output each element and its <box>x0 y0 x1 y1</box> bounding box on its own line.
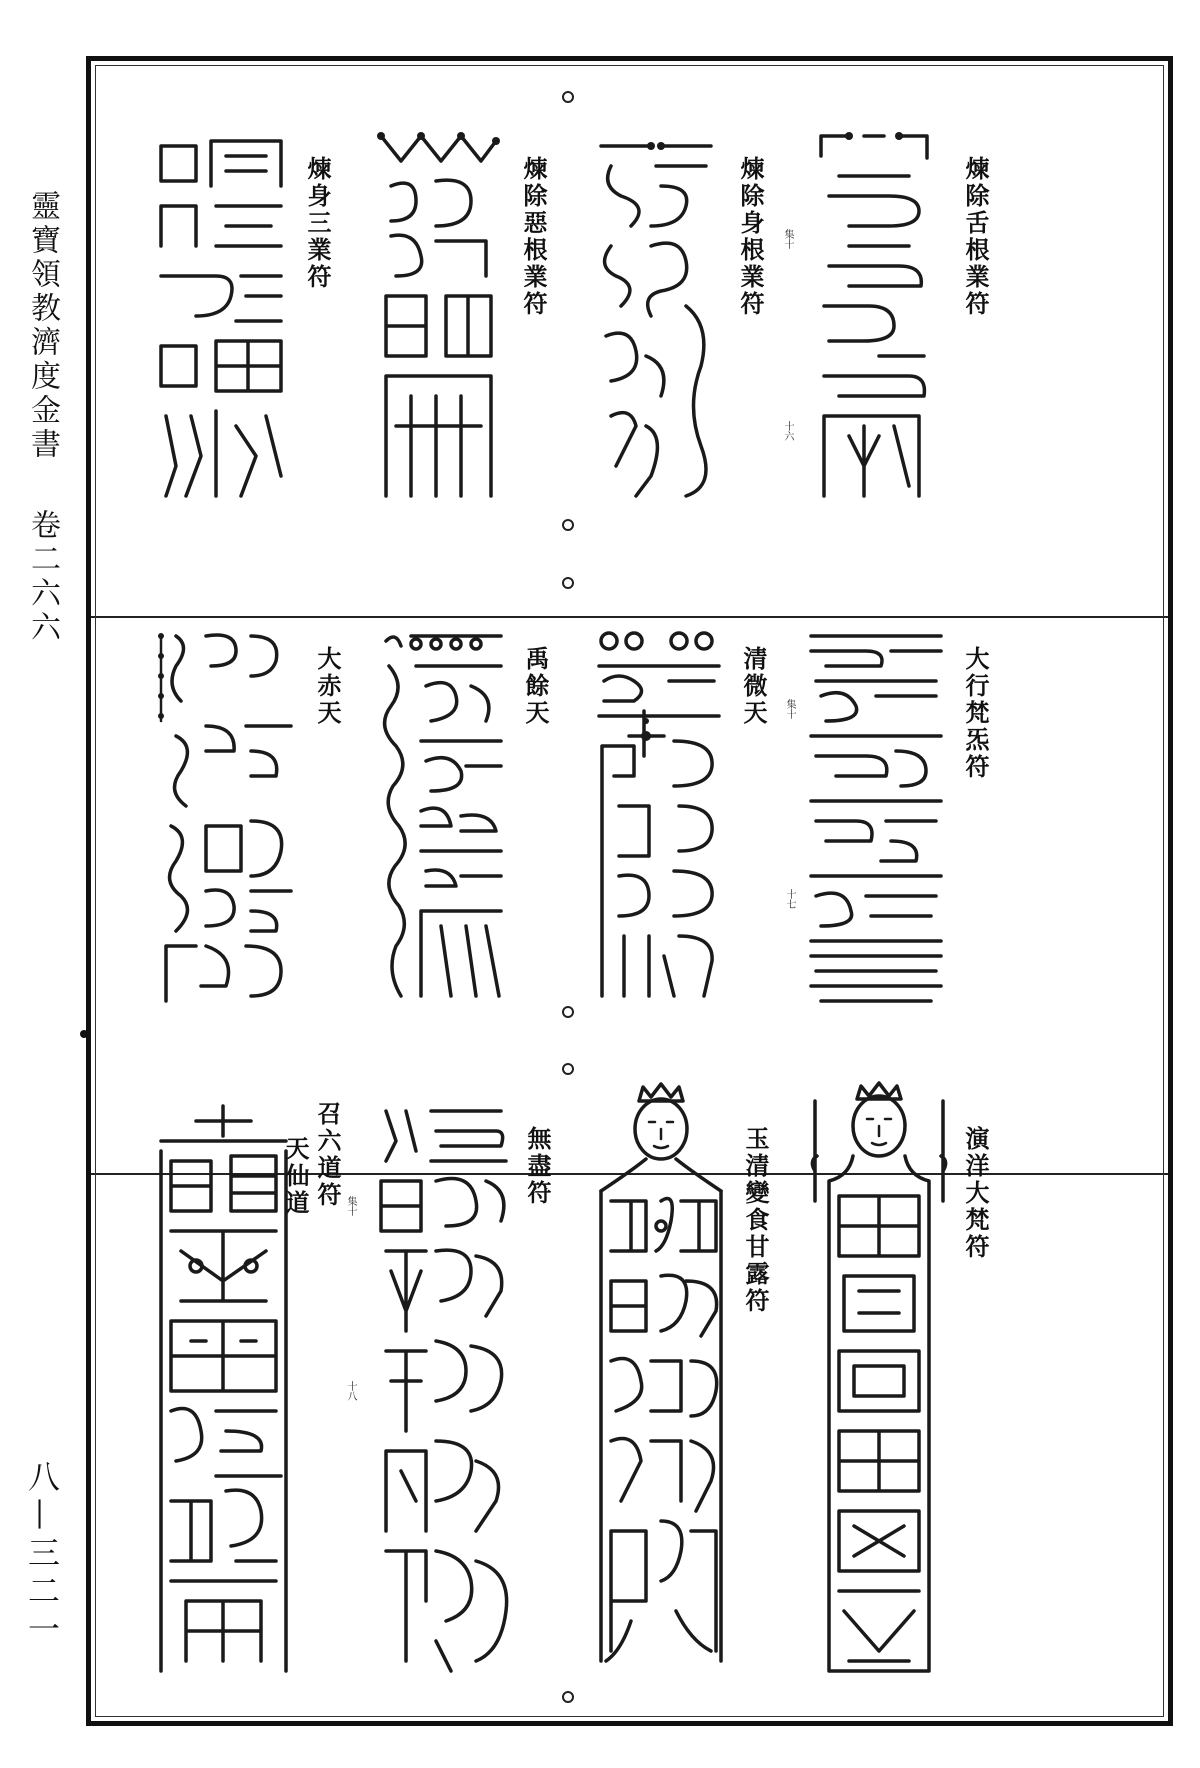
talisman-label: 煉除舌根業符 <box>961 156 990 318</box>
crowned-deity-talisman <box>591 1081 731 1681</box>
page-frame <box>86 56 1173 1726</box>
center-ring-icon <box>562 519 574 531</box>
talisman-label: 玉清變食甘露符 <box>741 1126 770 1315</box>
center-ring-icon <box>562 1691 574 1703</box>
book-volume: 卷二六六 <box>25 509 60 646</box>
talisman-label: 無盡符 <box>523 1126 552 1207</box>
talisman-seal-icon <box>381 626 511 1006</box>
collation-note: 集十 <box>345 1196 356 1216</box>
talisman-seal-icon <box>376 1101 516 1681</box>
talisman-seal-icon <box>156 626 296 1006</box>
collation-note: 十八 <box>345 1381 356 1401</box>
center-ring-icon <box>562 91 574 103</box>
center-ring-icon <box>562 1063 574 1075</box>
talisman-seal-icon <box>594 626 724 1006</box>
page-number: 八—三二一 <box>23 1460 61 1650</box>
talisman-label: 清微天 <box>739 646 768 727</box>
crowned-deity-talisman <box>809 1081 949 1691</box>
collation-note: 集十 <box>784 699 795 719</box>
talisman-label: 天仙道 <box>281 1136 310 1217</box>
talisman-label: 煉除惡根業符 <box>519 156 548 318</box>
talisman-label: 煉身三業符 <box>303 156 332 291</box>
collation-note: 集十 <box>782 229 793 249</box>
collation-note: 十六 <box>782 421 793 441</box>
talisman-seal-icon <box>591 126 721 506</box>
talisman-seal-icon <box>806 626 946 1006</box>
band-divider <box>91 616 1168 618</box>
center-ring-icon <box>562 1006 574 1018</box>
talisman-seal-icon <box>376 126 506 506</box>
book-title-text: 靈寶領教濟度金書 <box>25 190 60 462</box>
talisman-label: 大行梵炁符 <box>961 646 990 781</box>
talisman-seal-icon <box>156 1101 291 1681</box>
talisman-label: 召六道符 <box>313 1101 342 1209</box>
talisman-label: 大赤天 <box>313 646 342 727</box>
book-title <box>22 190 62 645</box>
talisman-label: 煉除身根業符 <box>736 156 765 318</box>
collation-note: 十七 <box>784 889 795 909</box>
talisman-label: 演洋大梵符 <box>961 1126 990 1261</box>
center-ring-icon <box>562 577 574 589</box>
binding-dot <box>80 1030 88 1038</box>
talisman-label: 禹餘天 <box>521 646 550 727</box>
talisman-seal-icon <box>809 126 939 506</box>
talisman-seal-icon <box>156 126 291 506</box>
